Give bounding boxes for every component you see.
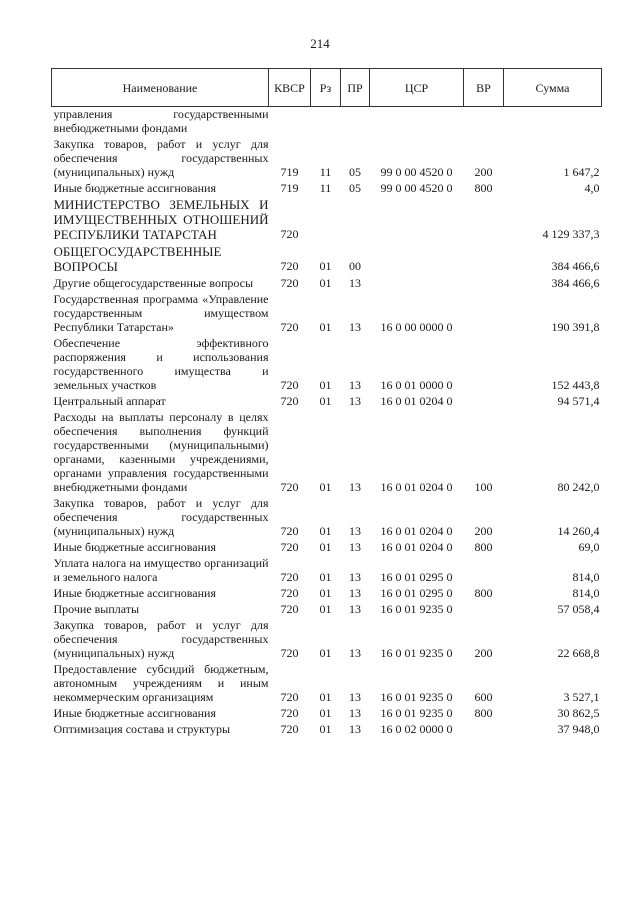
cell-sum: 3 527,1 (563, 690, 600, 704)
cell-pr: 05 (349, 181, 361, 195)
table-row (52, 242, 602, 274)
table-row (52, 334, 602, 392)
cell-name: Государственная программа «Управление государственным имуществом Республики Татарстан» (53, 292, 269, 334)
header-name: Наименование (52, 69, 269, 107)
cell-csr: 16 0 01 9235 0 (380, 646, 453, 660)
cell-vr: 200 (474, 646, 493, 660)
cell-sum: 57 058,4 (557, 602, 600, 616)
cell-rz: 01 (319, 602, 332, 616)
cell-vr: 200 (474, 165, 493, 179)
cell-name: Расходы на выплаты персоналу в целях обеспечения выполнения функций государственными (муниципальными) органами, казенными учреждениями, органами управления государственными внебюджетными фондами (53, 410, 269, 494)
cell-name: Уплата налога на имущество организаций и земельного налога (53, 556, 269, 584)
cell-vr (464, 554, 504, 584)
cell-pr: 13 (349, 690, 361, 704)
cell-pr: 13 (349, 378, 361, 392)
table-row (52, 408, 602, 494)
cell-csr: 99 0 00 4520 0 (380, 165, 453, 179)
cell-rz: 01 (319, 540, 332, 554)
cell-name: Предоставление субсидий бюджетным, автономным учреждениям и иным некоммерческим организациям (53, 662, 269, 704)
cell-kvsr: 720 (280, 227, 299, 241)
header-pr: ПР (341, 69, 370, 107)
cell-kvsr: 720 (280, 259, 299, 273)
cell-kvsr: 720 (280, 706, 299, 720)
cell-sum: 94 571,4 (557, 394, 600, 408)
cell-vr (464, 242, 504, 274)
cell-rz: 11 (319, 165, 332, 179)
table-row (52, 554, 602, 584)
cell-csr: 16 0 01 0295 0 (380, 570, 453, 584)
cell-csr (370, 274, 464, 290)
cell-name: Другие общегосударственные вопросы (53, 276, 254, 290)
cell-sum: 384 466,6 (551, 259, 600, 273)
cell-pr: 13 (349, 524, 361, 538)
cell-csr: 99 0 00 4520 0 (380, 181, 453, 195)
table-row (52, 290, 602, 334)
cell-rz: 01 (319, 646, 332, 660)
cell-kvsr: 720 (280, 540, 299, 554)
cell-sum (504, 107, 602, 136)
cell-pr: 13 (349, 586, 361, 600)
cell-csr (370, 195, 464, 242)
page-number: 214 (310, 36, 330, 51)
table-row (52, 584, 602, 600)
cell-name: Иные бюджетные ассигнования (53, 586, 216, 600)
cell-kvsr: 720 (280, 524, 299, 538)
cell-rz: 01 (319, 586, 332, 600)
cell-sum: 37 948,0 (557, 722, 600, 736)
table-row (52, 179, 602, 195)
cell-name: Оптимизация состава и структуры (53, 722, 231, 736)
cell-vr: 100 (474, 480, 493, 494)
cell-kvsr: 720 (280, 320, 299, 334)
cell-rz: 01 (319, 690, 332, 704)
header-csr: ЦСР (370, 69, 464, 107)
cell-rz (311, 195, 341, 242)
cell-csr (370, 242, 464, 274)
cell-rz: 01 (319, 570, 332, 584)
cell-rz: 01 (319, 259, 332, 273)
cell-name: Иные бюджетные ассигнования (53, 181, 216, 195)
budget-table (51, 68, 602, 736)
cell-rz: 01 (319, 524, 332, 538)
cell-name: Закупка товаров, работ и услуг для обеспечения государственных (муниципальных) нужд (53, 137, 269, 179)
cell-vr: 800 (474, 181, 493, 195)
table-row (52, 195, 602, 242)
cell-csr (370, 107, 464, 136)
cell-csr: 16 0 00 0000 0 (380, 320, 453, 334)
cell-pr: 13 (349, 646, 361, 660)
cell-csr: 16 0 01 0000 0 (380, 378, 453, 392)
cell-rz (311, 107, 341, 136)
table-row (52, 616, 602, 660)
cell-name: Закупка товаров, работ и услуг для обеспечения государственных (муниципальных) нужд (53, 496, 269, 538)
cell-vr (464, 720, 504, 736)
table-row (52, 660, 602, 704)
cell-kvsr: 719 (280, 165, 299, 179)
cell-pr: 13 (349, 706, 361, 720)
cell-kvsr: 720 (280, 586, 299, 600)
cell-sum: 4,0 (584, 181, 600, 195)
cell-vr: 800 (474, 540, 493, 554)
cell-kvsr: 720 (280, 480, 299, 494)
cell-csr: 16 0 01 0295 0 (380, 586, 453, 600)
cell-sum: 4 129 337,3 (542, 227, 600, 241)
cell-name: Иные бюджетные ассигнования (53, 540, 216, 554)
header-kvsr: КВСР (269, 69, 311, 107)
cell-pr: 13 (349, 394, 361, 408)
cell-rz: 01 (319, 276, 332, 290)
table-row (52, 107, 602, 136)
cell-csr: 16 0 01 9235 0 (380, 690, 453, 704)
cell-sum: 30 862,5 (557, 706, 600, 720)
cell-kvsr: 720 (280, 602, 299, 616)
cell-pr: 13 (349, 722, 361, 736)
cell-kvsr: 719 (280, 181, 299, 195)
cell-sum: 190 391,8 (551, 320, 600, 334)
cell-kvsr: 720 (280, 570, 299, 584)
cell-name: Закупка товаров, работ и услуг для обеспечения государственных (муниципальных) нужд (53, 618, 269, 660)
cell-rz: 01 (319, 378, 332, 392)
table-row (52, 135, 602, 179)
cell-pr: 05 (349, 165, 361, 179)
cell-name: Центральный аппарат (53, 394, 166, 408)
cell-sum: 69,0 (578, 540, 600, 554)
table-row (52, 704, 602, 720)
cell-name: Прочие выплаты (53, 602, 140, 616)
cell-rz: 01 (319, 706, 332, 720)
cell-vr: 200 (474, 524, 493, 538)
cell-name: Обеспечение эффективного распоряжения и использования государственного имущества и земельных участков (53, 336, 269, 392)
table-row (52, 600, 602, 616)
cell-name: Иные бюджетные ассигнования (53, 706, 216, 720)
cell-pr (341, 107, 370, 136)
cell-vr (464, 274, 504, 290)
cell-vr (464, 600, 504, 616)
table-row (52, 494, 602, 538)
cell-csr: 16 0 02 0000 0 (380, 722, 453, 736)
cell-pr: 13 (349, 602, 361, 616)
cell-csr: 16 0 01 0204 0 (380, 480, 453, 494)
table-body (52, 107, 602, 737)
header-vr: ВР (464, 69, 504, 107)
cell-csr: 16 0 01 0204 0 (380, 524, 453, 538)
cell-csr: 16 0 01 0204 0 (380, 394, 453, 408)
cell-vr: 600 (474, 690, 493, 704)
cell-rz: 01 (319, 480, 332, 494)
cell-rz: 01 (319, 722, 332, 736)
cell-vr: 800 (474, 706, 493, 720)
cell-vr (464, 334, 504, 392)
cell-pr: 13 (349, 540, 361, 554)
cell-kvsr: 720 (280, 722, 299, 736)
cell-vr: 800 (474, 586, 493, 600)
cell-vr (464, 107, 504, 136)
cell-sum: 814,0 (572, 586, 600, 600)
cell-csr: 16 0 01 9235 0 (380, 706, 453, 720)
cell-sum: 14 260,4 (557, 524, 600, 538)
cell-pr: 13 (349, 276, 361, 290)
cell-name: МИНИСТЕРСТВО ЗЕМЕЛЬНЫХ И ИМУЩЕСТВЕННЫХ ОТНОШЕНИЙ РЕСПУБЛИКИ ТАТАРСТАН (53, 197, 269, 242)
cell-kvsr: 720 (280, 690, 299, 704)
table-row (52, 538, 602, 554)
cell-kvsr (269, 107, 311, 136)
header-sum: Сумма (504, 69, 602, 107)
cell-pr (341, 195, 370, 242)
cell-pr: 13 (349, 570, 361, 584)
cell-sum: 152 443,8 (551, 378, 600, 392)
cell-name: управления государственными внебюджетными фондами (53, 107, 269, 135)
cell-vr (464, 195, 504, 242)
cell-name: ОБЩЕГОСУДАРСТВЕННЫЕ ВОПРОСЫ (53, 244, 222, 274)
cell-sum: 384 466,6 (551, 276, 600, 290)
cell-kvsr: 720 (280, 394, 299, 408)
cell-sum: 1 647,2 (563, 165, 600, 179)
cell-vr (464, 392, 504, 408)
table-row (52, 720, 602, 736)
cell-sum: 80 242,0 (557, 480, 600, 494)
cell-csr: 16 0 01 0204 0 (380, 540, 453, 554)
header-rz: Рз (311, 69, 341, 107)
cell-rz: 01 (319, 394, 332, 408)
cell-sum: 814,0 (572, 570, 600, 584)
table-header (52, 69, 602, 107)
cell-kvsr: 720 (280, 378, 299, 392)
cell-csr: 16 0 01 9235 0 (380, 602, 453, 616)
cell-vr (464, 290, 504, 334)
table-row (52, 274, 602, 290)
cell-pr: 00 (349, 259, 361, 273)
cell-kvsr: 720 (280, 276, 299, 290)
cell-kvsr: 720 (280, 646, 299, 660)
cell-sum: 22 668,8 (557, 646, 600, 660)
cell-pr: 13 (349, 320, 361, 334)
cell-pr: 13 (349, 480, 361, 494)
cell-rz: 11 (319, 181, 332, 195)
cell-rz: 01 (319, 320, 332, 334)
table-row (52, 392, 602, 408)
